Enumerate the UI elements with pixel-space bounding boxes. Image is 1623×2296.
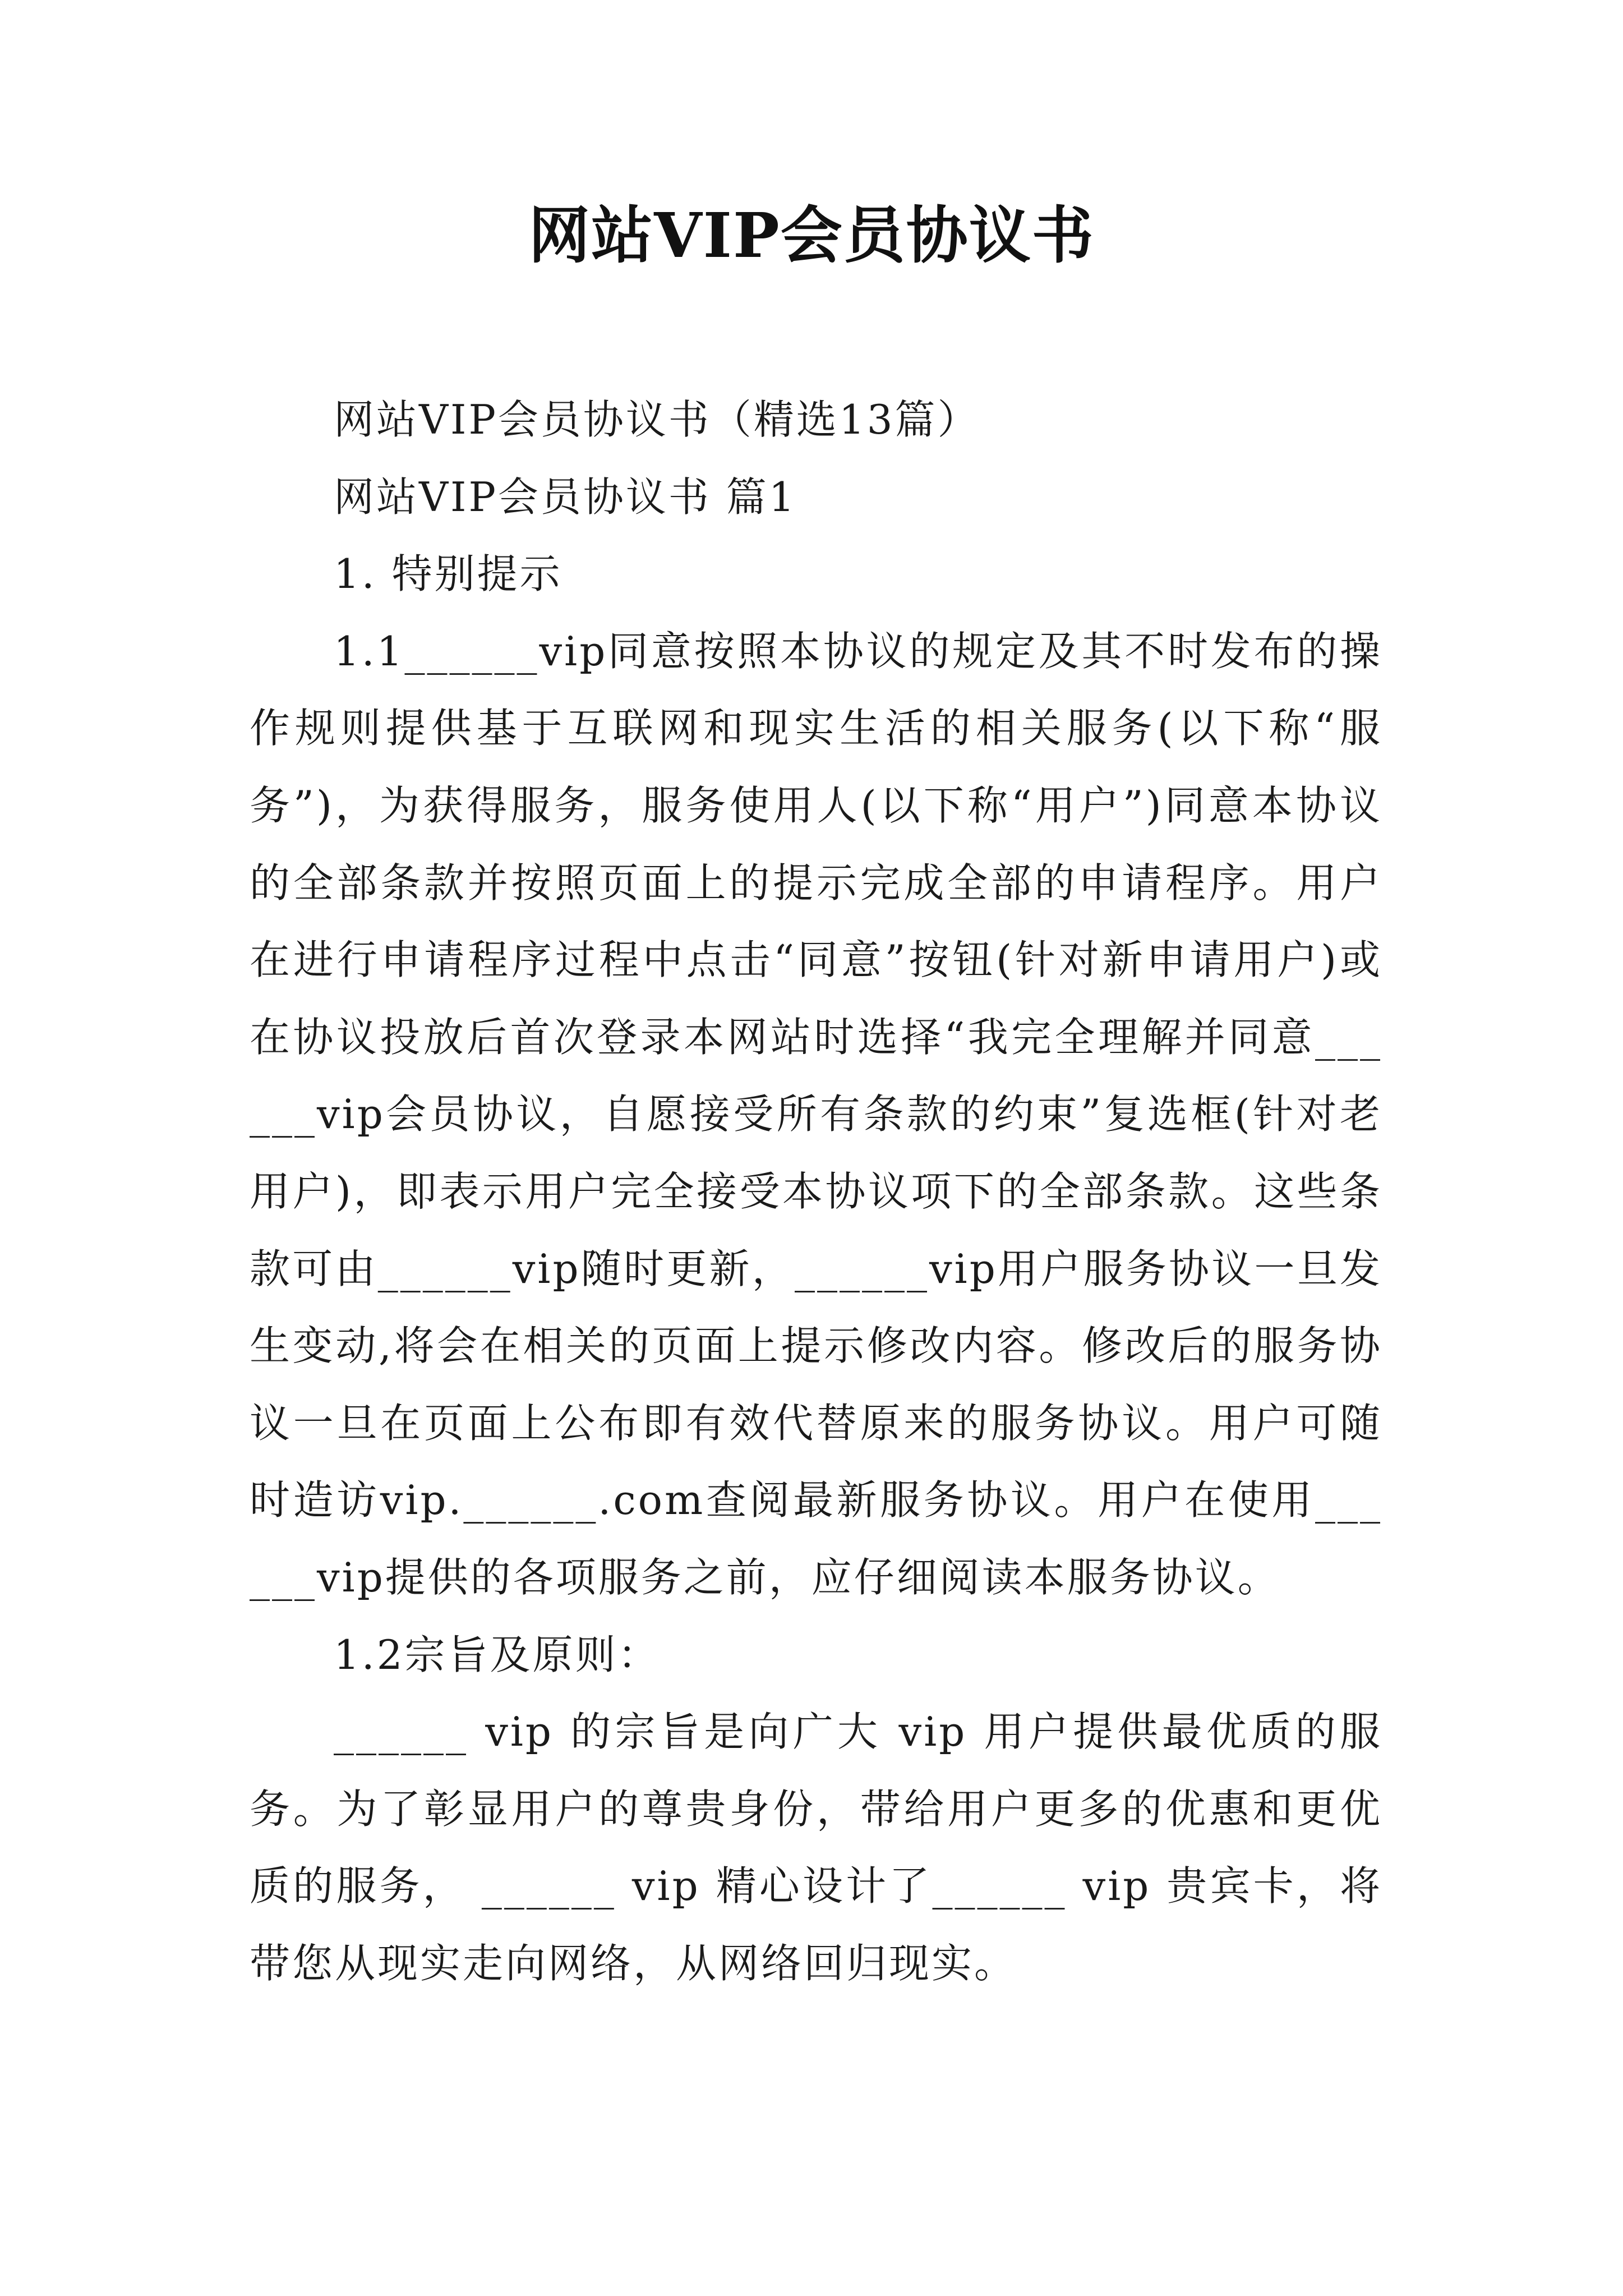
paragraph-subtitle: 网站VIP会员协议书（精选13篇） <box>334 396 980 443</box>
paragraph-clause-1-1: 1.1______vip同意按照本协议的规定及其不时发布的操作规则提供基于互联网和现实生活的相关服务(以下称“服务”)，为获得服务，服务使用人(以下称“用户”)同意本协议的全部条款并按照页面上的提示完成全部的申请程序。用户在进行申请程序过程中点击“同意”按钮(针对新申请用户)或在协议投放后首次登录本网站时选择“我完全理解并同意______vip会员协议，自愿接受所有条款的约束”复选框(针对老用户)，即表示用户完全接受本协议项下的全部条款。这些条款可由______vip随时更新，______vip用户服务协议一旦发生变动,将会在相关的页面上提示修改内容。修改后的服务协议一旦在页面上公布即有效代替原来的服务协议。用户可随时造访vip.______.com查阅最新服务协议。用户在使用______vip提供的各项服务之前，应仔细阅读本服务协议。 <box>250 627 1382 1601</box>
document-body <box>250 381 1382 2002</box>
document-title: 网站VIP会员协议书 <box>528 199 1095 272</box>
paragraph-clause-1-2-body: ______ vip 的宗旨是向广大 vip 用户提供最优质的服务。为了彰显用户的尊贵身份，带给用户更多的优惠和更优质的服务， ______ vip 精心设计了______ vip 贵宾卡，将带您从现实走向网络，从网络回归现实。 <box>250 1708 1382 1987</box>
paragraph-special-notice-heading: 1. 特别提示 <box>334 550 562 598</box>
paragraph-section-heading: 网站VIP会员协议书 篇1 <box>334 473 797 521</box>
paragraph-clause-1-2-heading: 1.2宗旨及原则： <box>334 1631 661 1678</box>
